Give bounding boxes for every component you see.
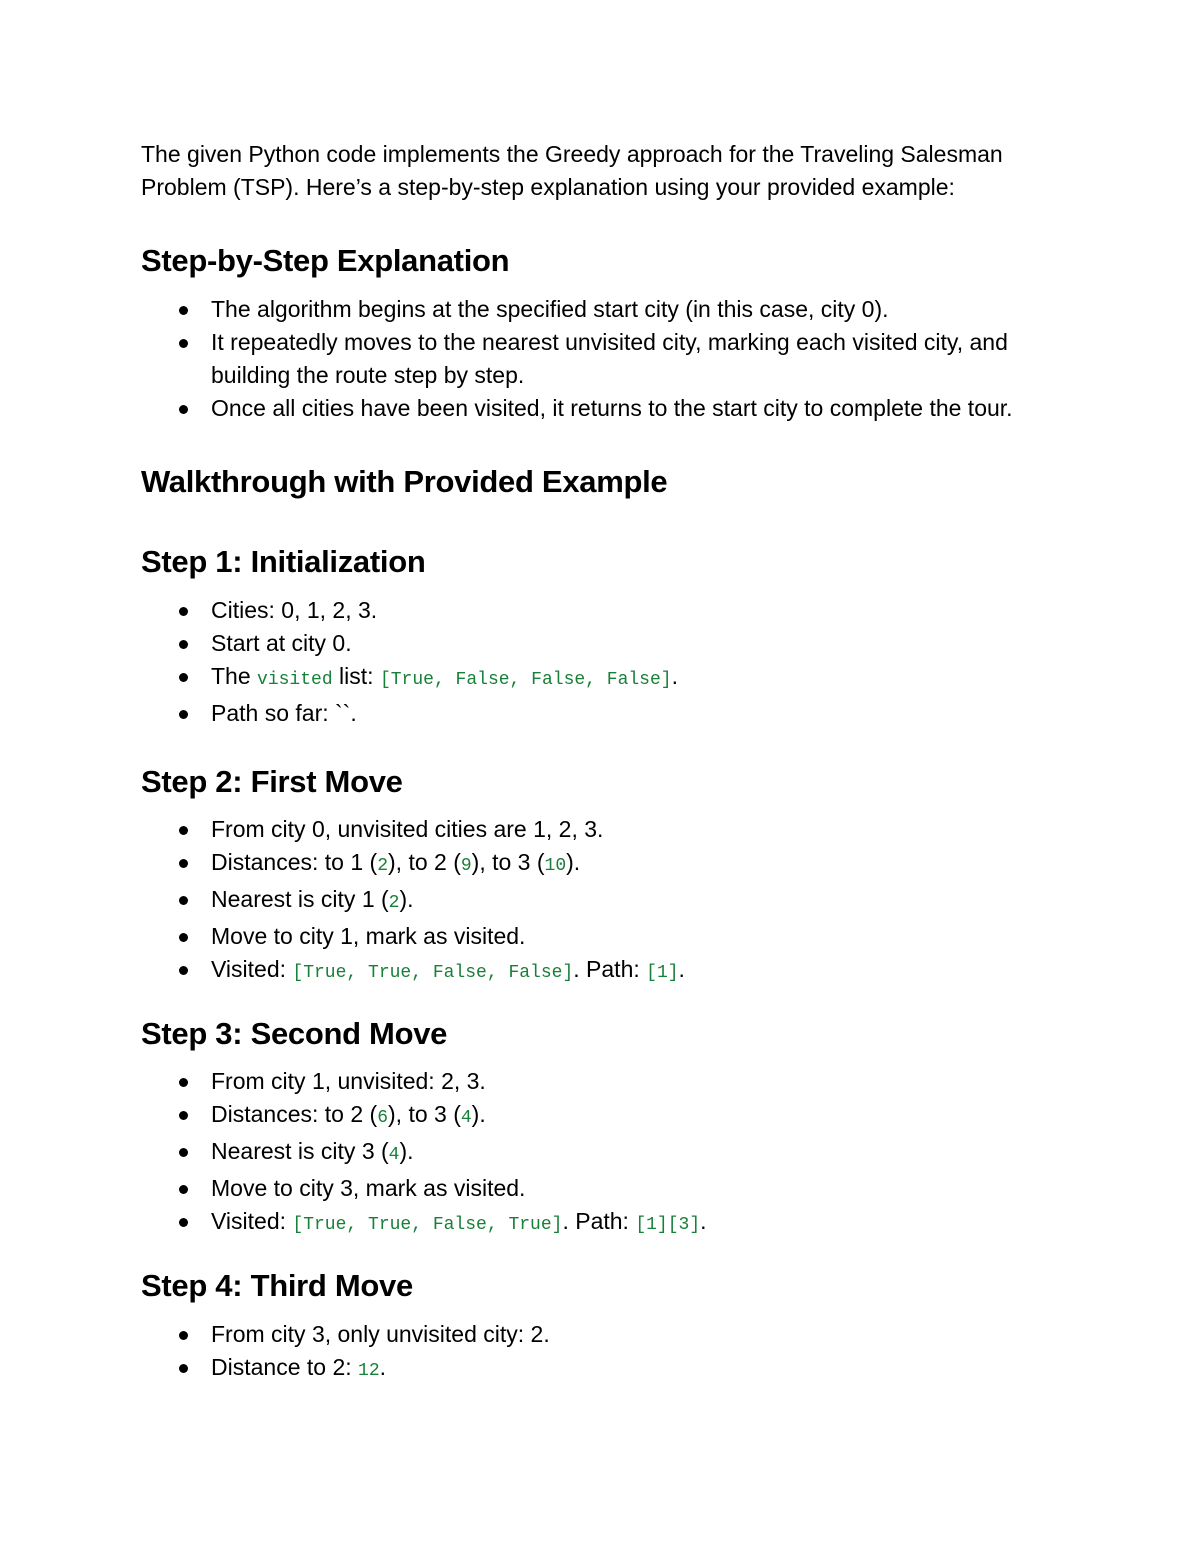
step-3-list bbox=[141, 1065, 1041, 1242]
list-item: Visited: [True, True, False, False]. Path: [1]. bbox=[141, 953, 1041, 990]
bullet-icon bbox=[179, 1331, 188, 1340]
heading-step-1: Step 1: Initialization bbox=[141, 544, 426, 579]
inline-code: 4 bbox=[460, 1108, 472, 1128]
list-item: Nearest is city 1 (2). bbox=[141, 883, 1041, 920]
bullet-icon bbox=[179, 1148, 188, 1157]
inline-code: 12 bbox=[358, 1361, 380, 1381]
intro-paragraph: The given Python code implements the Greedy approach for the Traveling Salesman Problem (TSP). Here’s a step-by-step explanation using your provided example: bbox=[141, 141, 1003, 200]
bullet-icon bbox=[179, 710, 188, 719]
list-item: From city 0, unvisited cities are 1, 2, 3. bbox=[141, 813, 1041, 846]
list-item: Path so far: ``. bbox=[141, 697, 1041, 730]
list-item: Move to city 3, mark as visited. bbox=[141, 1172, 1041, 1205]
inline-code: 10 bbox=[544, 856, 567, 876]
list-item: Cities: 0, 1, 2, 3. bbox=[141, 594, 1041, 627]
list-item: Distances: to 1 (2), to 2 (9), to 3 (10). bbox=[141, 846, 1041, 883]
inline-code: 4 bbox=[388, 1145, 400, 1165]
bullet-icon bbox=[179, 673, 188, 682]
step-1-list bbox=[141, 594, 1041, 730]
list-item: From city 1, unvisited: 2, 3. bbox=[141, 1065, 1041, 1098]
inline-code: 2 bbox=[377, 856, 388, 876]
step-4-list bbox=[141, 1318, 1041, 1388]
heading-step-4: Step 4: Third Move bbox=[141, 1268, 413, 1303]
bullet-icon bbox=[179, 896, 188, 905]
step-2-list bbox=[141, 813, 1041, 990]
list-item: From city 3, only unvisited city: 2. bbox=[141, 1318, 1041, 1351]
bullet-icon bbox=[179, 1218, 188, 1227]
explanation-list bbox=[141, 293, 1041, 425]
list-item: The visited list: [True, False, False, False]. bbox=[141, 660, 1041, 697]
bullet-icon bbox=[179, 640, 188, 649]
heading-step-by-step: Step-by-Step Explanation bbox=[141, 243, 510, 278]
list-item: Nearest is city 3 (4). bbox=[141, 1135, 1041, 1172]
list-item: The algorithm begins at the specified start city (in this case, city 0). bbox=[141, 293, 1041, 326]
bullet-icon bbox=[179, 1185, 188, 1194]
inline-code: [True, True, False, True] bbox=[292, 1215, 563, 1235]
inline-code: 6 bbox=[377, 1108, 388, 1128]
bullet-icon bbox=[179, 306, 188, 315]
inline-code: [1] bbox=[646, 963, 679, 983]
inline-code: 2 bbox=[388, 893, 400, 913]
bullet-icon bbox=[179, 859, 188, 868]
list-item: It repeatedly moves to the nearest unvisited city, marking each visited city, and building the route step by step. bbox=[141, 326, 1041, 392]
bullet-icon bbox=[179, 1078, 188, 1087]
list-item: Move to city 1, mark as visited. bbox=[141, 920, 1041, 953]
heading-step-3: Step 3: Second Move bbox=[141, 1016, 448, 1051]
bullet-icon bbox=[179, 1364, 188, 1373]
inline-code: [True, True, False, False] bbox=[292, 963, 574, 983]
list-item: Start at city 0. bbox=[141, 627, 1041, 660]
list-item: Once all cities have been visited, it returns to the start city to complete the tour. bbox=[141, 392, 1041, 425]
bullet-icon bbox=[179, 966, 188, 975]
list-item: Distance to 2: 12. bbox=[141, 1351, 1041, 1388]
bullet-icon bbox=[179, 405, 188, 414]
list-item: Distances: to 2 (6), to 3 (4). bbox=[141, 1098, 1041, 1135]
inline-code: visited bbox=[257, 670, 333, 690]
bullet-icon bbox=[179, 607, 188, 616]
inline-code: [1][3] bbox=[635, 1215, 701, 1235]
heading-step-2: Step 2: First Move bbox=[141, 764, 403, 799]
bullet-icon bbox=[179, 933, 188, 942]
bullet-icon bbox=[179, 339, 188, 348]
inline-code: [True, False, False, False] bbox=[379, 670, 672, 690]
inline-code: 9 bbox=[460, 856, 472, 876]
bullet-icon bbox=[179, 1111, 188, 1120]
heading-walkthrough: Walkthrough with Provided Example bbox=[141, 464, 668, 499]
list-item: Visited: [True, True, False, True]. Path: [1][3]. bbox=[141, 1205, 1041, 1242]
bullet-icon bbox=[179, 826, 188, 835]
